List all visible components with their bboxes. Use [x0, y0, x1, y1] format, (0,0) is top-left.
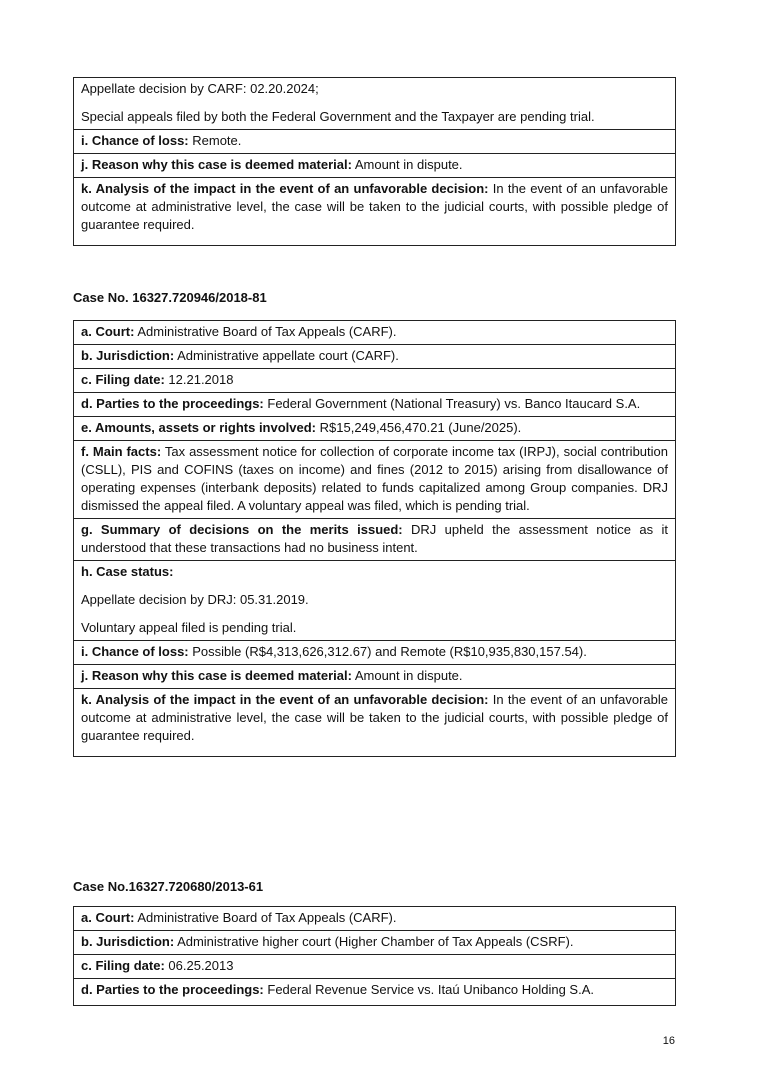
field-label: c. Filing date:	[81, 958, 165, 973]
field-label: b. Jurisdiction:	[81, 934, 175, 949]
field-label: k. Analysis of the impact in the event of an unfavorable decision:	[81, 181, 489, 196]
paragraph: Appellate decision by CARF: 02.20.2024;	[81, 81, 319, 96]
table-row	[74, 640, 675, 664]
field-value: Amount in dispute.	[351, 157, 463, 172]
table-row	[74, 129, 675, 153]
field-value: Possible (R$4,313,626,312.67) and Remote (R$10,935,830,157.54).	[188, 644, 587, 659]
field-label: k. Analysis of the impact in the event of an unfavorable decision:	[81, 692, 489, 707]
table-row	[74, 368, 675, 392]
table-row	[74, 344, 675, 368]
table-row	[74, 177, 675, 245]
field-value: In the event of an unfavorable outcome at administrative level, the case will be taken to the judicial courts, with possible pledge of guarantee required.	[81, 692, 668, 743]
field-value: DRJ upheld the assessment notice as it understood that these transactions had no business intent.	[81, 522, 668, 555]
field-value: Administrative Board of Tax Appeals (CARF).	[134, 324, 397, 339]
table-row	[74, 560, 675, 640]
field-value: Federal Revenue Service vs. Itaú Unibanco Holding S.A.	[263, 982, 594, 997]
case-heading: Case No. 16327.720946/2018-81	[73, 290, 267, 305]
table-row	[74, 153, 675, 177]
field-label: j. Reason why this case is deemed material:	[81, 157, 352, 172]
table-row	[74, 392, 675, 416]
field-label: f. Main facts:	[81, 444, 162, 459]
paragraph: Special appeals filed by both the Federal Government and the Taxpayer are pending trial.	[81, 109, 595, 124]
field-value: 12.21.2018	[164, 372, 234, 387]
field-label: j. Reason why this case is deemed material:	[81, 668, 352, 683]
field-value: Tax assessment notice for collection of corporate income tax (IRPJ), social contribution (CSLL), PIS and COFINS (taxes on income) and fines (2012 to 2015) arising from disallowance of operating expenses (interbank deposits) related to funds capitalized among Group companies. DRJ dismissed the appeal filed. A voluntary appeal was filed, which is pending trial.	[81, 444, 668, 513]
field-value: R$15,249,456,470.21 (June/2025).	[316, 420, 522, 435]
field-value: Administrative Board of Tax Appeals (CARF).	[134, 910, 397, 925]
table-row	[74, 954, 675, 978]
table-row	[74, 664, 675, 688]
field-label: c. Filing date:	[81, 372, 165, 387]
field-label: e. Amounts, assets or rights involved:	[81, 420, 317, 435]
table-row	[74, 907, 675, 930]
field-value: Federal Government (National Treasury) vs. Banco Itaucard S.A.	[263, 396, 641, 411]
table-row	[74, 440, 675, 518]
case-table	[73, 906, 676, 1006]
field-label: g. Summary of decisions on the merits issued:	[81, 522, 403, 537]
page-number: 16	[662, 1035, 675, 1047]
table-row	[74, 978, 675, 1005]
case-heading: Case No.16327.720680/2013-61	[73, 879, 264, 894]
case-table-continued	[73, 77, 676, 246]
paragraph: Voluntary appeal filed is pending trial.	[81, 620, 297, 635]
table-row	[74, 518, 675, 560]
table-row	[74, 321, 675, 344]
field-label: i. Chance of loss:	[81, 133, 189, 148]
field-label: i. Chance of loss:	[81, 644, 189, 659]
table-row	[74, 416, 675, 440]
paragraph: Appellate decision by DRJ: 05.31.2019.	[81, 592, 309, 607]
field-label: d. Parties to the proceedings:	[81, 396, 264, 411]
table-row	[74, 688, 675, 756]
field-label: b. Jurisdiction:	[81, 348, 175, 363]
case-table	[73, 320, 676, 757]
field-value: Amount in dispute.	[351, 668, 463, 683]
field-value: Administrative higher court (Higher Chamber of Tax Appeals (CSRF).	[174, 934, 574, 949]
field-label: d. Parties to the proceedings:	[81, 982, 264, 997]
field-value: Administrative appellate court (CARF).	[174, 348, 399, 363]
field-label: h. Case status:	[81, 564, 174, 579]
field-value: 06.25.2013	[164, 958, 234, 973]
field-label: a. Court:	[81, 324, 135, 339]
field-label: a. Court:	[81, 910, 135, 925]
table-row	[74, 930, 675, 954]
field-value: In the event of an unfavorable outcome at administrative level, the case will be taken to the judicial courts, with possible pledge of guarantee required.	[81, 181, 668, 232]
table-row	[74, 78, 675, 129]
field-value: Remote.	[188, 133, 242, 148]
